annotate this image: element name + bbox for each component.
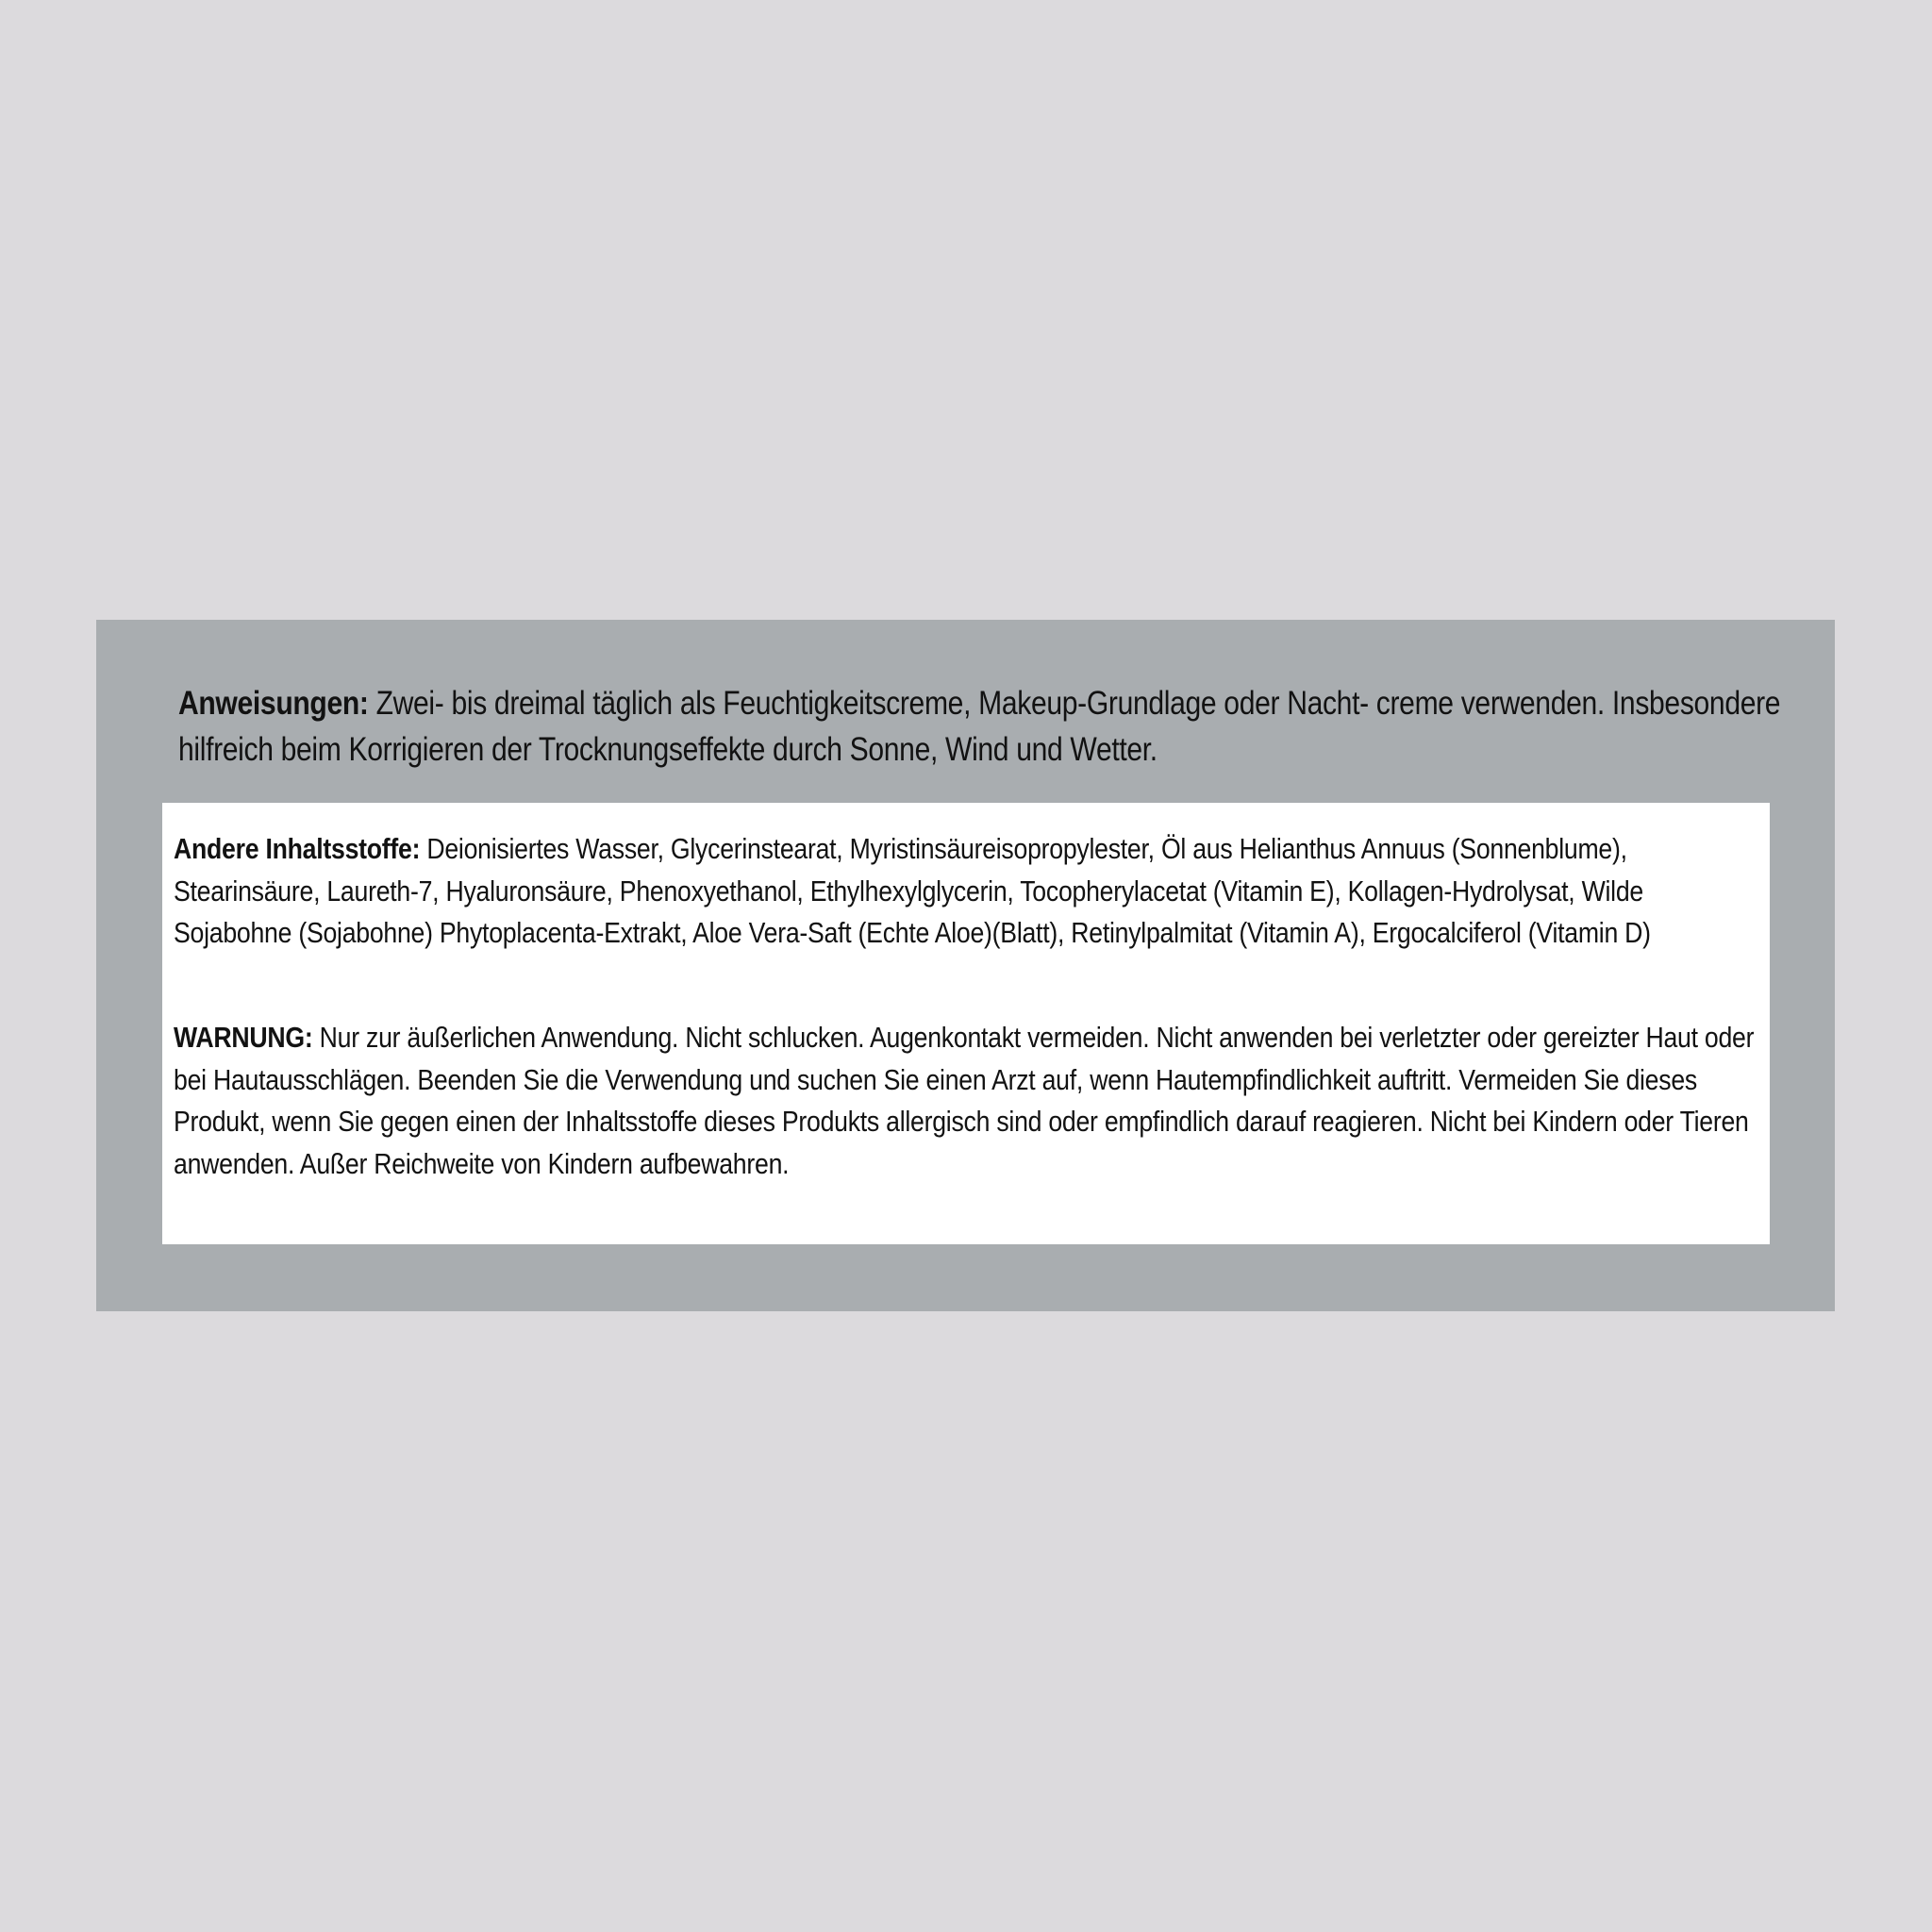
warning-text: Nur zur äußerlichen Anwendung. Nicht schlucken. Augenkontakt vermeiden. Nicht anwenden bei verletzter oder gereizter Haut oder bei Hautausschlägen. Beenden Sie die Verwendung und suchen Sie einen Arzt auf, wenn Hautempfindlichkeit auftritt. Vermeiden Sie dieses Produkt, wenn Sie gegen einen der Inhaltsstoffe dieses Produkts allergisch sind oder empfindlich darauf reagieren. Nicht bei Kindern oder Tieren anwenden. Außer Reichweite von Kindern aufbewahren. [174, 1021, 1755, 1180]
ingredients-text: Deionisiertes Wasser, Glycerinstearat, Myristinsäureisopropylester, Öl aus Helianthus Annuus (Sonnenblume), Stearinsäure, Laureth-7, Hyaluronsäure, Phenoxyethanol, Ethylhexylglycerin, Tocopherylacetat (Vitamin E), Kollagen-Hydrolysat, Wilde Sojabohne (Sojabohne) Phytoplacenta-Extrakt, Aloe Vera-Saft (Echte Aloe)(Blatt), Retinylpalmitat (Vitamin A), Ergocalciferol (Vitamin D) [174, 832, 1651, 949]
directions-text: Zwei- bis dreimal täglich als Feuchtigkeitscreme, Makeup-Grundlage oder Nacht- creme verwenden. Insbesondere hilfreich beim Korrigieren der Trocknungseffekte durch Sonne, Wind und Wetter. [178, 685, 1781, 768]
ingredients-warning-box [162, 803, 1770, 1244]
directions-label: Anweisungen: [178, 685, 369, 722]
warning-paragraph [174, 1017, 1759, 1185]
product-label-panel [96, 620, 1835, 1311]
ingredients-paragraph [174, 828, 1759, 955]
directions-paragraph [178, 680, 1785, 773]
warning-label: WARNUNG: [174, 1021, 313, 1054]
ingredients-label: Andere Inhaltsstoffe: [174, 832, 421, 865]
